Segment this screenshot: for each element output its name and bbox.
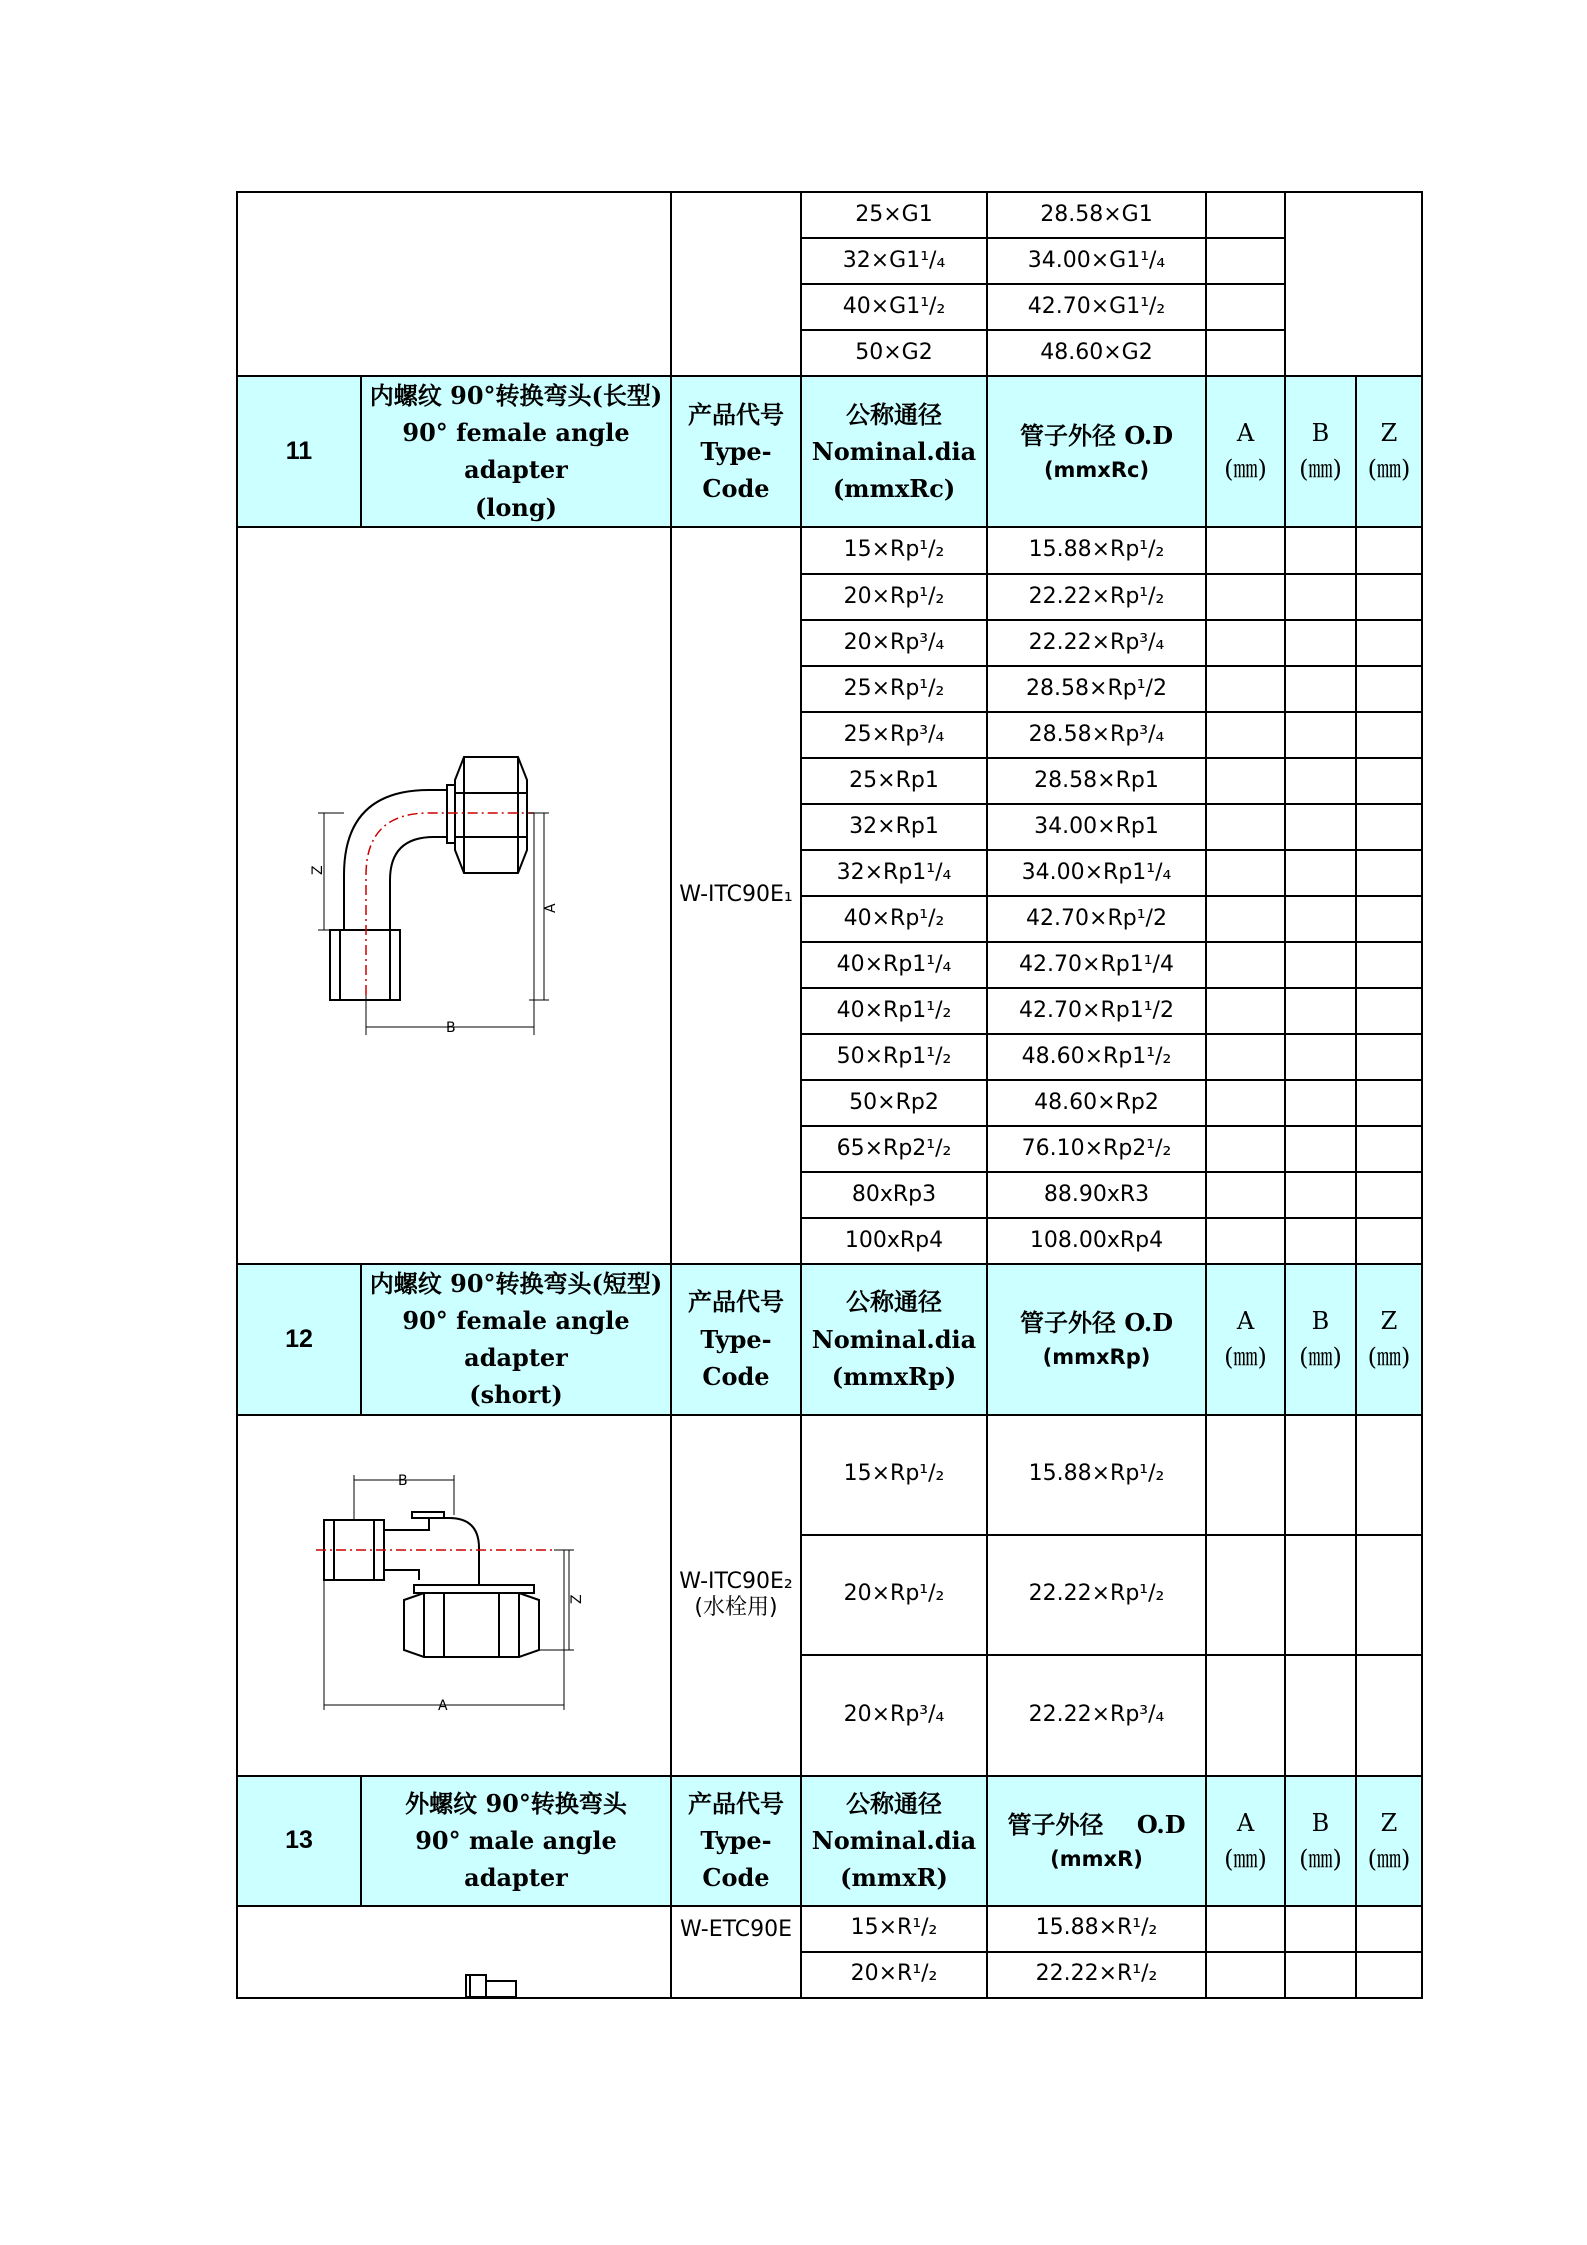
nominal-cell: 50×G2: [801, 330, 987, 376]
product-drawing-cell: [237, 1415, 671, 1776]
nominal-unit: (mmxRp): [831, 1361, 957, 1391]
nominal-header: [801, 1264, 987, 1415]
z-cell: [1356, 527, 1422, 574]
z-cell: [1356, 1218, 1422, 1264]
a-cell: [1206, 804, 1285, 850]
a-cell: [1206, 574, 1285, 620]
z-cell: [1356, 666, 1422, 712]
nominal-cell: 40×Rp1¹/₂: [801, 988, 987, 1034]
z-cell: [1356, 1034, 1422, 1080]
nominal-cell: 20×R¹/₂: [801, 1952, 987, 1998]
col-a-unit: (㎜): [1224, 1844, 1267, 1873]
b-cell: [1285, 1080, 1356, 1126]
b-cell: [1285, 804, 1356, 850]
nominal-cell: 25×Rp¹/₂: [801, 666, 987, 712]
od-cell: 34.00×Rp1¹/₄: [987, 850, 1206, 896]
type-code-cn: 产品代号: [688, 1287, 784, 1317]
nominal-en: Nominal.dia: [811, 1825, 977, 1855]
blank-code-cell: [671, 192, 801, 376]
od-cell: 48.60×Rp2: [987, 1080, 1206, 1126]
nominal-cell: 65×Rp2¹/₂: [801, 1126, 987, 1172]
col-z-header: [1356, 376, 1422, 527]
col-a-unit: (㎜): [1224, 455, 1267, 484]
z-cell: [1356, 1172, 1422, 1218]
type-code-note: (水栓用): [694, 1595, 778, 1620]
b-cell: [1285, 942, 1356, 988]
col-b-label: B: [1311, 419, 1330, 448]
a-cell: [1206, 942, 1285, 988]
b-cell: [1285, 574, 1356, 620]
col-a-label: A: [1236, 419, 1255, 448]
a-cell: [1206, 1906, 1285, 1952]
a-cell: [1206, 1415, 1285, 1535]
col-b-header: [1285, 1264, 1356, 1415]
z-cell: [1356, 1080, 1422, 1126]
a-cell: [1206, 988, 1285, 1034]
table-row: [237, 1415, 1422, 1535]
b-cell: [1285, 1952, 1356, 1998]
z-cell: [1356, 758, 1422, 804]
type-code-en: Type-Code: [700, 436, 772, 503]
nominal-cell: 40×Rp¹/₂: [801, 896, 987, 942]
col-z-unit: (㎜): [1367, 1343, 1411, 1372]
product-drawing-cell: [237, 527, 671, 1264]
a-cell: [1206, 238, 1285, 284]
a-cell: [1206, 1655, 1285, 1776]
type-code-cell: [671, 1415, 801, 1776]
z-cell: [1356, 1126, 1422, 1172]
nominal-cell: 15×R¹/₂: [801, 1906, 987, 1952]
a-cell: [1206, 758, 1285, 804]
col-z-label: Z: [1380, 1307, 1398, 1336]
type-code-cell: W-ITC90E₁: [671, 527, 801, 1264]
nominal-cell: 32×Rp1¹/₄: [801, 850, 987, 896]
b-cell: [1285, 1218, 1356, 1264]
z-cell: [1356, 1655, 1422, 1776]
b-cell: [1285, 1655, 1356, 1776]
nominal-cell: 50×Rp1¹/₂: [801, 1034, 987, 1080]
od-cell: 88.90xR3: [987, 1172, 1206, 1218]
a-cell: [1206, 1126, 1285, 1172]
z-cell: [1356, 804, 1422, 850]
nominal-cell: 32×G1¹/₄: [801, 238, 987, 284]
nominal-cell: 25×Rp³/₄: [801, 712, 987, 758]
od-cell: 28.58×G1: [987, 192, 1206, 238]
od-unit: (mmxRp): [1042, 1345, 1151, 1370]
col-a-label: A: [1236, 1307, 1255, 1336]
z-cell: [1356, 1952, 1422, 1998]
od-cn: 管子外径 O.D: [1019, 1308, 1174, 1338]
outside-area: [1285, 192, 1422, 376]
od-cell: 15.88×R¹/₂: [987, 1906, 1206, 1952]
a-cell: [1206, 850, 1285, 896]
type-code-header: [671, 1264, 801, 1415]
table-row: [237, 1906, 1422, 1952]
od-cell: 34.00×Rp1: [987, 804, 1206, 850]
od-cell: 48.60×Rp1¹/₂: [987, 1034, 1206, 1080]
od-cell: 15.88×Rp¹/₂: [987, 1415, 1206, 1535]
dim-b-label: B: [398, 1473, 408, 1489]
od-cell: 34.00×G1¹/₄: [987, 238, 1206, 284]
product-name-cn: 内螺纹 90°转换弯头(短型): [369, 1268, 663, 1298]
b-cell: [1285, 850, 1356, 896]
female-elbow-short-drawing: [304, 1450, 604, 1740]
product-name: [361, 1776, 671, 1906]
od-cell: 28.58×Rp¹/2: [987, 666, 1206, 712]
z-cell: [1356, 942, 1422, 988]
a-cell: [1206, 192, 1285, 238]
col-z-unit: (㎜): [1367, 1844, 1411, 1873]
type-code-cell: [671, 1906, 801, 1998]
od-cell: 42.70×Rp1¹/2: [987, 988, 1206, 1034]
product-name-en: 90° male angle adapter: [415, 1825, 617, 1893]
product-name-en-sub: (long): [474, 492, 558, 522]
od-cell: 76.10×Rp2¹/₂: [987, 1126, 1206, 1172]
col-z-header: [1356, 1776, 1422, 1906]
z-cell: [1356, 574, 1422, 620]
nominal-cell: 25×Rp1: [801, 758, 987, 804]
table-row: [237, 527, 1422, 574]
type-code-value: W-ITC90E₂: [679, 1568, 793, 1594]
type-code-cn: 产品代号: [688, 1788, 784, 1818]
z-cell: [1356, 712, 1422, 758]
dim-a-label: A: [543, 903, 559, 914]
od-cell: 48.60×G2: [987, 330, 1206, 376]
b-cell: [1285, 527, 1356, 574]
type-code-en: Type-Code: [700, 1825, 772, 1893]
nominal-cell: 40×G1¹/₂: [801, 284, 987, 330]
blank-image-cell: [237, 192, 671, 376]
dim-z-label: Z: [569, 1594, 585, 1604]
product-drawing-cell: [237, 1906, 671, 1998]
od-header: [987, 376, 1206, 527]
col-b-label: B: [1311, 1808, 1330, 1837]
b-cell: [1285, 712, 1356, 758]
od-unit: (mmxR): [1050, 1846, 1143, 1871]
type-code-header: [671, 376, 801, 527]
nominal-cell: 100xRp4: [801, 1218, 987, 1264]
z-cell: [1356, 988, 1422, 1034]
nominal-cell: 20×Rp¹/₂: [801, 574, 987, 620]
b-cell: [1285, 1535, 1356, 1655]
col-a-header: [1206, 1264, 1285, 1415]
col-z-label: Z: [1380, 419, 1398, 448]
col-z-unit: (㎜): [1367, 455, 1411, 484]
b-cell: [1285, 988, 1356, 1034]
type-code-en: Type-Code: [700, 1324, 772, 1391]
col-z-header: [1356, 1264, 1422, 1415]
b-cell: [1285, 758, 1356, 804]
spec-table: [236, 191, 1423, 1999]
type-code-header: [671, 1776, 801, 1906]
od-cell: 28.58×Rp1: [987, 758, 1206, 804]
product-number: 11: [237, 376, 361, 527]
z-cell: [1356, 1535, 1422, 1655]
product-header-row: [237, 1264, 1422, 1415]
a-cell: [1206, 1034, 1285, 1080]
nominal-cn: 公称通径: [846, 1788, 942, 1818]
a-cell: [1206, 1535, 1285, 1655]
dim-z-label: Z: [310, 865, 326, 876]
od-header: [987, 1776, 1206, 1906]
col-b-label: B: [1311, 1307, 1330, 1336]
nominal-cell: 15×Rp¹/₂: [801, 1415, 987, 1535]
type-code-cn: 产品代号: [688, 399, 784, 429]
nominal-header: [801, 1776, 987, 1906]
product-name-cn: 内螺纹 90°转换弯头(长型): [369, 381, 663, 410]
product-number: 13: [237, 1776, 361, 1906]
b-cell: [1285, 1415, 1356, 1535]
a-cell: [1206, 1080, 1285, 1126]
od-cell: 22.22×Rp³/₄: [987, 1655, 1206, 1776]
od-cell: 42.70×Rp1¹/4: [987, 942, 1206, 988]
product-number: 12: [237, 1264, 361, 1415]
b-cell: [1285, 896, 1356, 942]
col-b-unit: (㎜): [1299, 455, 1342, 484]
a-cell: [1206, 666, 1285, 712]
nominal-cell: 40×Rp1¹/₄: [801, 942, 987, 988]
type-code-value: W-ETC90E: [679, 1916, 793, 1942]
nominal-cell: 20×Rp¹/₂: [801, 1535, 987, 1655]
od-cell: 28.58×Rp³/₄: [987, 712, 1206, 758]
product-name: [361, 376, 671, 527]
product-name-en: 90° female angle adapter: [402, 1305, 630, 1373]
nominal-cell: 32×Rp1: [801, 804, 987, 850]
nominal-unit: (mmxR): [840, 1863, 948, 1893]
nominal-cell: 80xRp3: [801, 1172, 987, 1218]
col-a-unit: (㎜): [1224, 1343, 1267, 1372]
a-cell: [1206, 284, 1285, 330]
b-cell: [1285, 1906, 1356, 1952]
nominal-cell: 20×Rp³/₄: [801, 620, 987, 666]
product-name-en: 90° female angle adapter: [402, 418, 630, 485]
nominal-unit: (mmxRc): [832, 473, 956, 503]
nominal-cn: 公称通径: [846, 399, 942, 429]
od-cell: 15.88×Rp¹/₂: [987, 527, 1206, 574]
nominal-header: [801, 376, 987, 527]
nominal-en: Nominal.dia: [811, 1324, 977, 1354]
od-cell: 22.22×Rp¹/₂: [987, 1535, 1206, 1655]
od-cn: 管子外径 O.D: [1019, 420, 1174, 450]
z-cell: [1356, 1415, 1422, 1535]
b-cell: [1285, 620, 1356, 666]
product-name-cn: 外螺纹 90°转换弯头: [405, 1788, 627, 1818]
col-a-label: A: [1236, 1808, 1255, 1837]
od-cell: 22.22×Rp¹/₂: [987, 574, 1206, 620]
od-cell: 42.70×Rp¹/2: [987, 896, 1206, 942]
product-name-en-sub: (short): [469, 1380, 563, 1410]
female-elbow-long-drawing: [304, 745, 604, 1045]
nominal-cn: 公称通径: [846, 1287, 942, 1317]
dim-a-label: A: [438, 1698, 448, 1714]
a-cell: [1206, 896, 1285, 942]
z-cell: [1356, 850, 1422, 896]
z-cell: [1356, 620, 1422, 666]
a-cell: [1206, 1952, 1285, 1998]
product-header-row: [237, 1776, 1422, 1906]
col-b-header: [1285, 376, 1356, 527]
col-z-label: Z: [1380, 1808, 1398, 1837]
nominal-cell: 20×Rp³/₄: [801, 1655, 987, 1776]
z-cell: [1356, 896, 1422, 942]
b-cell: [1285, 1126, 1356, 1172]
z-cell: [1356, 1906, 1422, 1952]
nominal-cell: 15×Rp¹/₂: [801, 527, 987, 574]
product-header-row: [237, 376, 1422, 527]
nominal-cell: 50×Rp2: [801, 1080, 987, 1126]
od-cell: 22.22×Rp³/₄: [987, 620, 1206, 666]
a-cell: [1206, 330, 1285, 376]
male-elbow-drawing: [238, 1967, 668, 1997]
dim-b-label: B: [446, 1020, 456, 1037]
col-a-header: [1206, 376, 1285, 527]
od-cell: 108.00xRp4: [987, 1218, 1206, 1264]
product-name: [361, 1264, 671, 1415]
col-b-unit: (㎜): [1299, 1343, 1342, 1372]
b-cell: [1285, 666, 1356, 712]
a-cell: [1206, 1218, 1285, 1264]
od-header: [987, 1264, 1206, 1415]
a-cell: [1206, 1172, 1285, 1218]
b-cell: [1285, 1172, 1356, 1218]
col-a-header: [1206, 1776, 1285, 1906]
nominal-en: Nominal.dia: [811, 436, 977, 466]
a-cell: [1206, 620, 1285, 666]
od-cell: 22.22×R¹/₂: [987, 1952, 1206, 1998]
a-cell: [1206, 712, 1285, 758]
nominal-cell: 25×G1: [801, 192, 987, 238]
b-cell: [1285, 1034, 1356, 1080]
od-unit: (mmxRc): [1043, 457, 1150, 482]
od-cn: 管子外径 O.D: [1007, 1809, 1186, 1839]
od-cell: 42.70×G1¹/₂: [987, 284, 1206, 330]
a-cell: [1206, 527, 1285, 574]
col-b-header: [1285, 1776, 1356, 1906]
col-b-unit: (㎜): [1299, 1844, 1342, 1873]
table-row: [237, 192, 1422, 238]
